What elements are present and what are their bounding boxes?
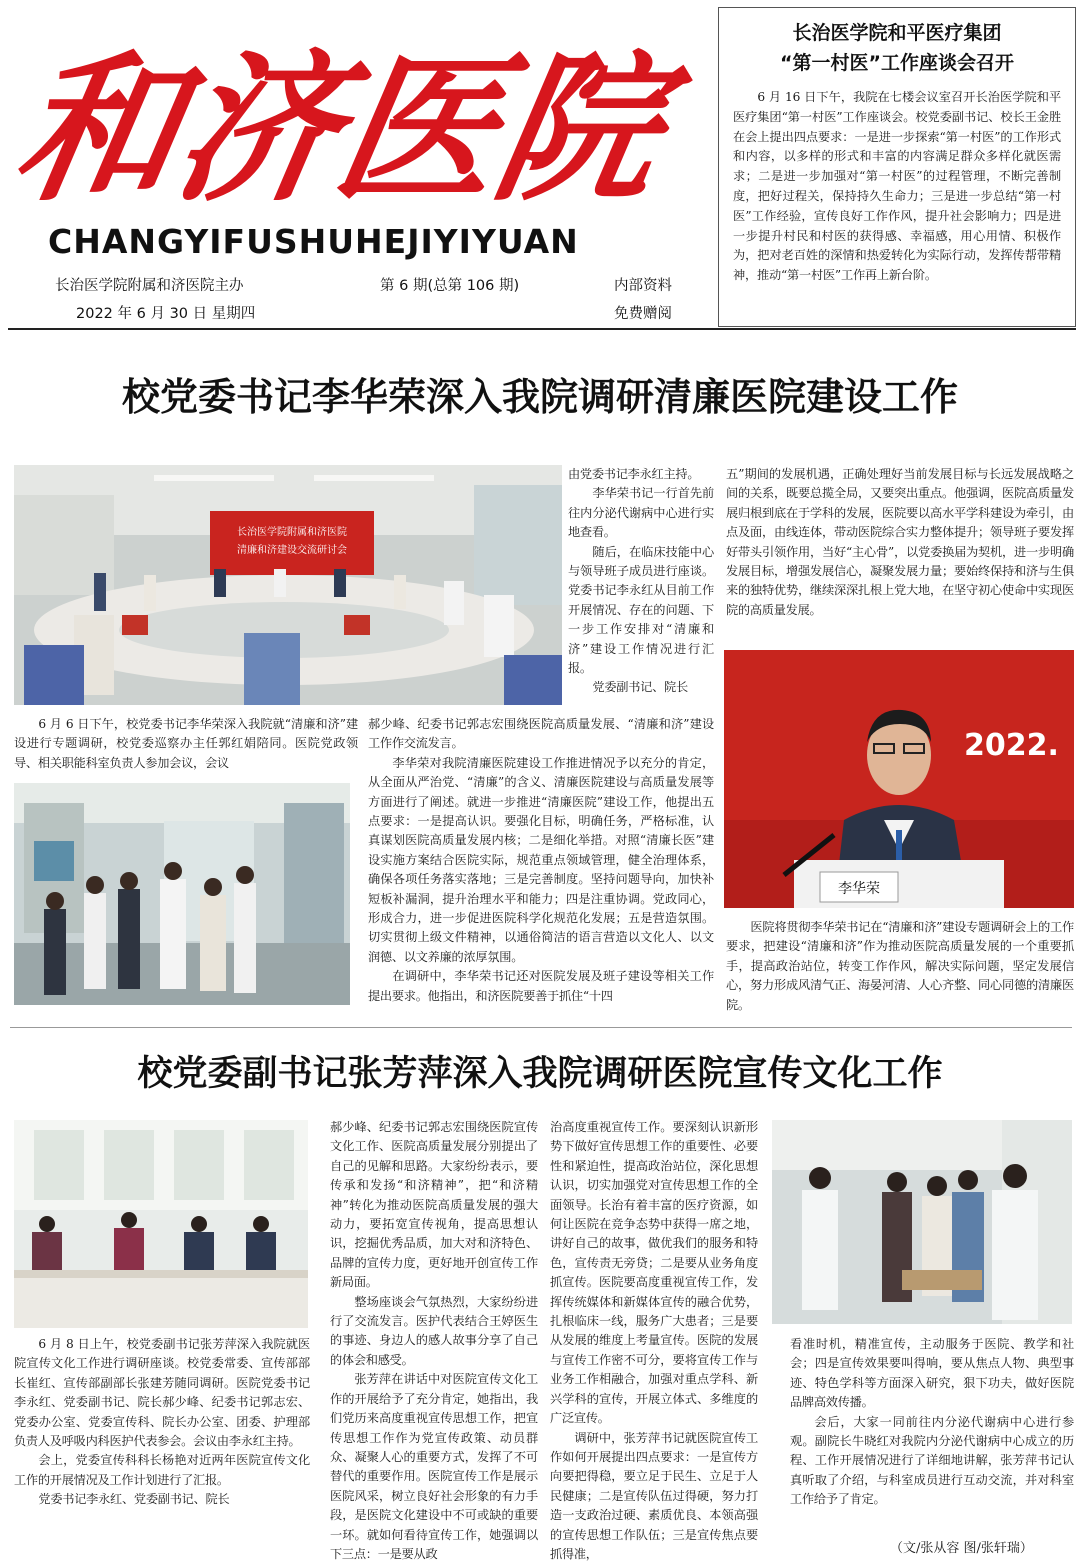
article2-headline: 校党委副书记张芳萍深入我院调研医院宣传文化工作 (0, 1046, 1080, 1096)
article2-p-b1: 郝少峰、纪委书记郭志宏围绕医院宣传文化工作、医院高质量发展分别提出了自己的见解和思路。大家纷纷表示，要传承和发扬“和济精神”，把“和济精神”转化为推动医院高质量发展的强大动力，要拓宽宣传视角，提高思想认识，挖掘优秀品质，加大对和济特色、品牌的宣传力度，更好地开创宣传工作新局面。 (330, 1118, 538, 1293)
article1-p-c3: 在调研中，李华荣书记还对医院发展及班子建设等相关工作提出要求。他指出，和济医院要善于抓住“十四 (368, 967, 714, 1006)
photo-credit: （文/张从容 图/张轩瑞） (890, 1537, 1033, 1556)
article1-p-e: 医院将贯彻李华荣书记在“清廉和济”建设专题调研会上的工作要求，把建设“清廉和济”作为推动医院高质量发展的一个重要抓手，提高政治站位，转变工作作风，解决实际问题，坚定发展信心，努力形成风清气正、海晏河清、人心齐整、同心同德的清廉医院。 (726, 918, 1074, 1015)
svg-text:长治医学院附属和济医院: 长治医学院附属和济医院 (237, 525, 347, 538)
meeting-photo (14, 465, 562, 705)
backdrop-year: 2022. (964, 728, 1059, 763)
panel-photo (14, 1120, 308, 1328)
brief-body: 6 月 16 日下午，我院在七楼会议室召开长治医学院和平医疗集团“第一村医”工作座谈会。校党委副书记、校长王金胜在会上提出四点要求：一是进一步探索“第一村医”的工作形式和内容，以多样的形式和丰富的内容满足群众多样化就医需求；二是进一步加强对“第一村医”的过程管理，不断完善制度，把好过程关，保持持久生命力；三是进一步总结“第一村医”工作经验，宣传良好工作作风，提升社会影响力；四是进一步提升村民和村医的获得感、幸福感，用心用情、积极作为，把对老百姓的深情和热爱转化为实际行动，发挥传帮带精神，推动“第一村医”工作再上新台阶。 (733, 88, 1061, 286)
article2-p-a3: 党委书记李永红、党委副书记、院长 (14, 1490, 310, 1509)
masthead-calligraphy (60, 10, 660, 220)
free-note: 免费赠阅 (614, 302, 672, 323)
article2-p-a2: 会上，党委宣传科科长杨艳对近两年医院宣传文化工作的开展情况及工作计划进行了汇报。 (14, 1451, 310, 1490)
article-divider (10, 1027, 1072, 1028)
article1-p-c2: 李华荣对我院清廉医院建设工作推进情况予以充分的肯定，从全面从严治党、“清廉”的含义、清廉医院建设与高质量发展等方面进行了阐述。就进一步推进“清廉医院”建设工作，他提出五点要求：一是提高认识。要强化目标，明确任务，严格标准，认真谋划医院高质量发展内核；二是细化举措。对照“清廉长医”建设实施方案结合医院实际，规范重点领域管理，健全治理体系，确保各项任务落实落地；三是完善制度。坚持问题导向，加快补短板补漏洞，提升治理水平和能力；四是注重协调。党政同心，形成合力，进一步促进医院科学化规范化发展；五是营造氛围。切实贯彻上级文件精神，以通俗简洁的语言营造以文化人、以文润德、以文养廉的浓厚氛围。 (368, 754, 714, 967)
internal-note: 内部资料 (614, 274, 672, 295)
article1-headline: 校党委书记李华荣深入我院调研清廉医院建设工作 (0, 366, 1080, 421)
article1-col-d (726, 465, 1074, 637)
masthead-divider (8, 328, 1076, 330)
corridor-photo (14, 783, 350, 1005)
svg-text:李华荣: 李华荣 (838, 880, 880, 897)
article2-p-c1: 治高度重视宣传工作。要深刻认识新形势下做好宣传思想工作的重要性、必要性和紧迫性，提高政治站位，深化思想认识，切实加强党对宣传思想工作的全面领导。长治有着丰富的医疗资源，如何让医院在竞争态势中获得一席之地，讲好自己的故事，做优我们的服务和特色，宣传责无旁贷；二是要从业务角度抓宣传。医院要高度重视宣传工作，发挥传统媒体和新媒体宣传的融合优势，扎根临床一线，服务广大患者；三是要从发展的维度上考量宣传。医院的发展与宣传工作密不可分，要将宣传工作与业务工作相融合，加强对重点学科、新兴学科的宣传，开展立体式、多维度的广泛宣传。 (550, 1118, 758, 1429)
article1-col-a (14, 715, 358, 775)
article1-p-b2: 李华荣书记一行首先前往内分泌代谢病中心进行实地查看。 (568, 484, 714, 542)
article1-p-b1: 由党委书记李永红主持。 (568, 465, 714, 484)
sponsor-line: 长治医学院附属和济医院主办 (55, 274, 244, 295)
brief-box (718, 7, 1076, 327)
article2-p-d1: 看准时机，精准宣传，主动服务于医院、教学和社会；四是宣传效果要叫得响，要从焦点人物、典型事迹、特色学科等方面深入研究，狠下功夫，做好医院品牌高效传播。 (790, 1335, 1074, 1413)
masthead-pinyin: CHANGYIFUSHUHEJIYIYUAN (48, 222, 668, 261)
speaker-photo (724, 650, 1074, 908)
article1-col-e (726, 918, 1074, 1018)
article1-p-c1: 郝少峰、纪委书记郭志宏围绕医院高质量发展、“清廉和济”建设工作作交流发言。 (368, 715, 714, 754)
article2-col-c (550, 1118, 758, 1558)
article2-col-d (790, 1335, 1074, 1531)
article1-p-b4: 党委副书记、院长 (568, 678, 714, 697)
meeting-banner (210, 511, 374, 575)
masthead-title-text: 和济医院 (2, 36, 701, 224)
issue-number: 第 6 期(总第 106 期) (380, 274, 519, 295)
svg-text:清廉和济建设交流研讨会: 清廉和济建设交流研讨会 (237, 543, 347, 556)
article1-col-b (568, 465, 714, 715)
brief-title-1: 长治医学院和平医疗集团 (733, 18, 1061, 48)
issue-date: 2022 年 6 月 30 日 星期四 (76, 302, 255, 323)
article2-p-b3: 张芳萍在讲话中对医院宣传文化工作的开展给予了充分肯定，她指出，我们党历来高度重视宣传思想工作，把宣传思想工作作为党宣传政策、动员群众、凝聚人心的重要方式，发挥了不可替代的重要作用。医院宣传工作是展示医院风采，树立良好社会形象的有力手段，是医院文化建设中不可或缺的重要一环。就如何看待宣传工作，她强调以下三点：一是要从政 (330, 1370, 538, 1564)
article2-col-a (14, 1335, 310, 1557)
article1-p-d: 五”期间的发展机遇，正确处理好当前发展目标与长远发展战略之间的关系，既要总揽全局，又要突出重点。他强调，医院高质量发展归根到底在于学科的发展，医院要以高水平学科建设为牵引，由点及面，由线连体，带动医院综合实力整体提升；领导班子要发挥好带头引领作用，当好“主心骨”，以党委换届为契机，进一步明确发展目标，增强发展信心，凝聚发展力量；要始终保持和济与生俱来的独特优势，继续深深扎根上党大地，在坚守初心使命中实现医院的高质量发展。 (726, 465, 1074, 620)
masthead-title (60, 10, 660, 220)
article1-p-a: 6 月 6 日下午，校党委书记李华荣深入我院就“清廉和济”建设进行专题调研，校党委巡察办主任郭红娟陪同。医院党政领导、相关职能科室负责人参加会议，会议 (14, 715, 358, 773)
brief-title-2: “第一村医”工作座谈会召开 (733, 48, 1061, 78)
article2-p-d2: 会后，大家一同前往内分泌代谢病中心进行参观。副院长牛晓红对我院内分泌代谢病中心成立的历程、工作开展情况进行了详细地讲解，张芳萍书记认真听取了介绍，与科室成员进行互动交流，并对科室工作给予了肯定。 (790, 1413, 1074, 1510)
article2-p-a1: 6 月 8 日上午，校党委副书记张芳萍深入我院就医院宣传文化工作进行调研座谈。校党委常委、宣传部部长崔红、宣传部副部长张建芳随同调研。医院党委书记李永红、党委副书记、院长郝少峰、纪委书记郭志宏、党委办公室、党委宣传科、院长办公室、团委、护理部负责人及呼吸内科医护代表参会。会议由李永红主持。 (14, 1335, 310, 1451)
article2-p-c2: 调研中，张芳萍书记就医院宣传工作如何开展提出四点要求：一是宣传方向要把得稳，要立足于民生、立足于人民健康；二是宣传队伍过得硬，努力打造一支政治过硬、素质优良、本领高强的宣传思想工作队伍；三是宣传焦点要抓得准， (550, 1429, 758, 1564)
article1-col-c (368, 715, 714, 1015)
ward-visit-photo (772, 1120, 1072, 1324)
article1-p-b3: 随后，在临床技能中心与领导班子成员进行座谈。党委书记李永红从目前工作开展情况、存在的问题、下一步工作安排对“清廉和济”建设工作情况进行汇报。 (568, 543, 714, 679)
article2-col-b (330, 1118, 538, 1558)
article2-p-b2: 整场座谈会气氛热烈，大家纷纷进行了交流发言。医护代表结合王婷医生的事迹、身边人的感人故事分享了自己的体会和感受。 (330, 1293, 538, 1371)
